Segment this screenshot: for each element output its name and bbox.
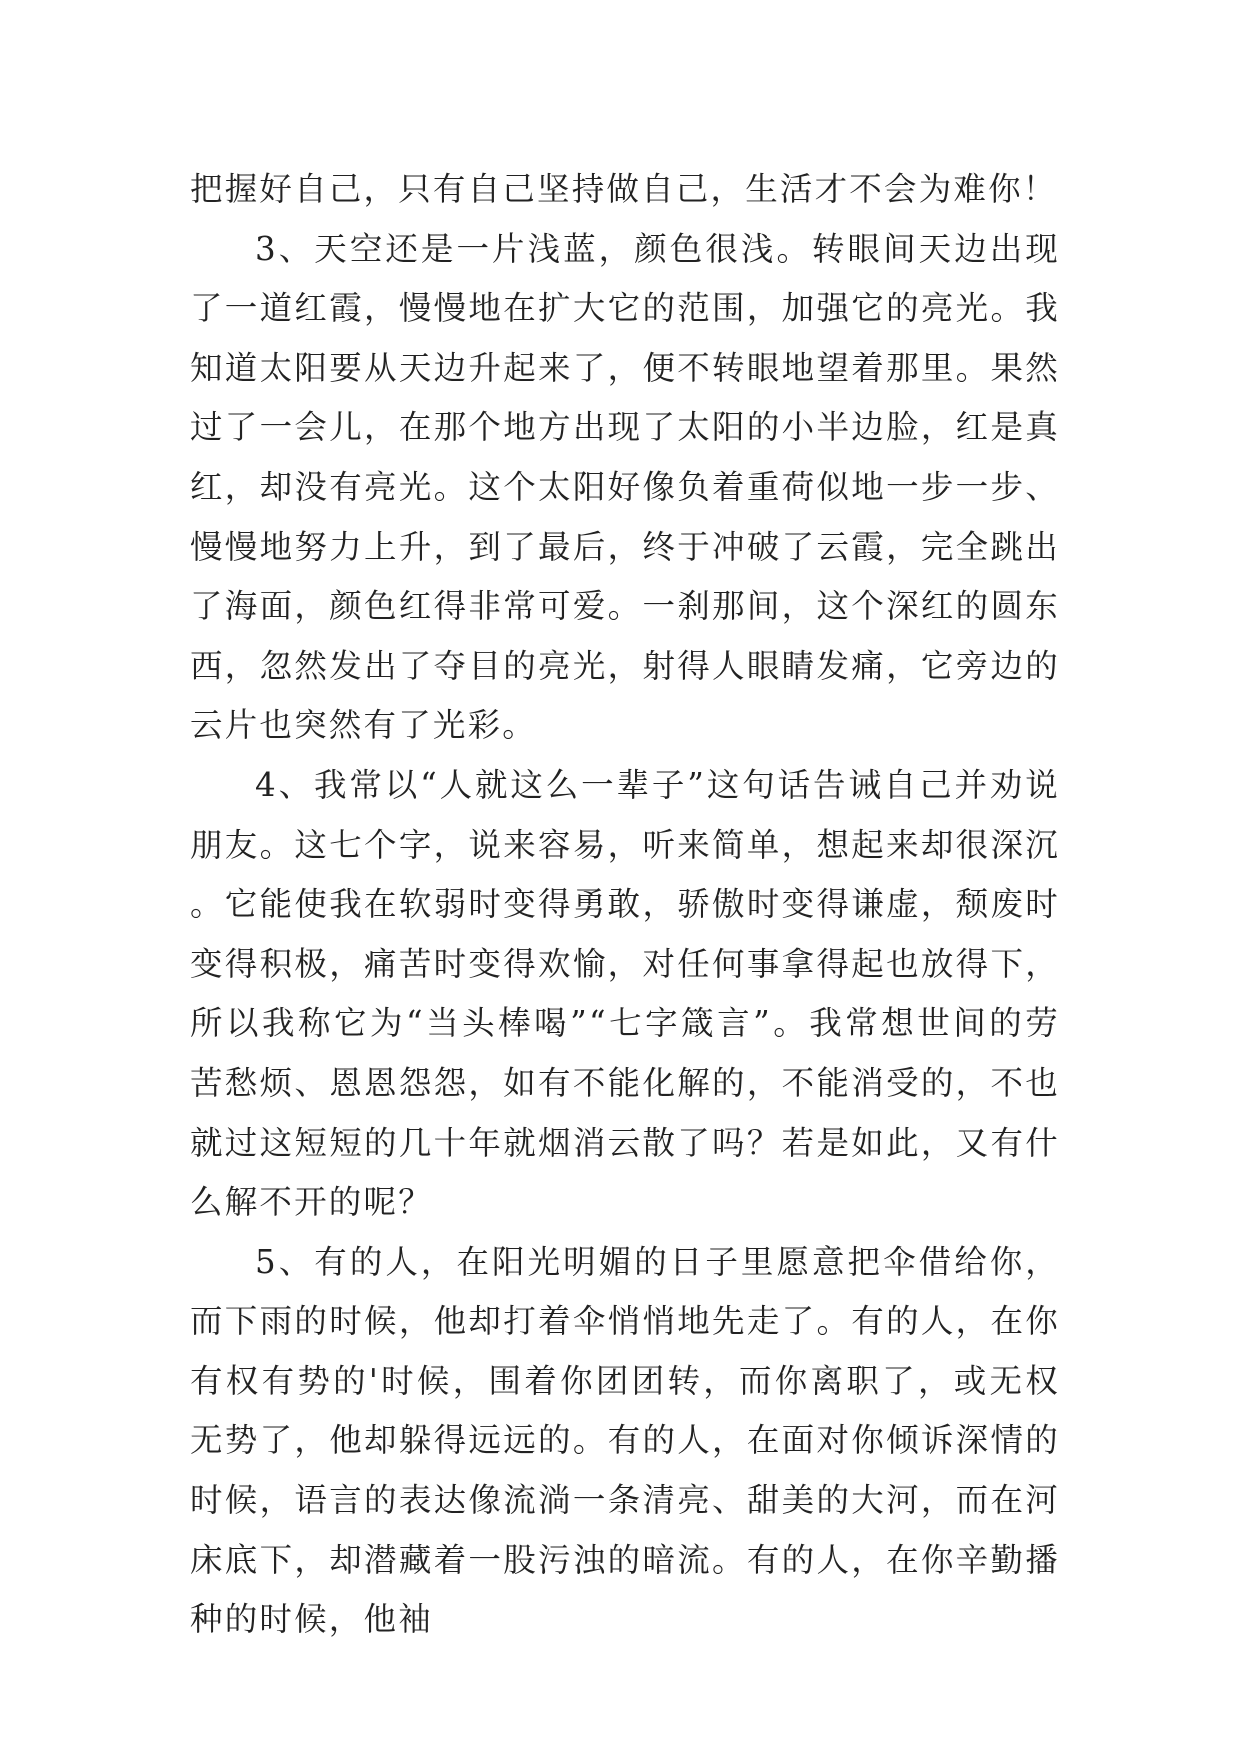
paragraph-4-one-lifetime: 4、我常以“人就这么一辈子”这句话告诫自己并劝说朋友。这七个字，说来容易，听来简单，想起来却很深沉。它能使我在软弱时变得勇敢，骄傲时变得谦虚，颓废时变得积极，痛苦时变得欢愉，对任何事拿得起也放得下，所以我称它为“当头棒喝”“七字箴言”。我常想世间的劳苦愁烦、恩恩怨怨，如有不能化解的，不能消受的，不也就过这短短的几十年就烟消云散了吗？若是如此，又有什么解不开的呢？ bbox=[190, 765, 1060, 1222]
paragraph-3-sunrise: 3、天空还是一片浅蓝，颜色很浅。转眼间天边出现了一道红霞，慢慢地在扩大它的范围，加强它的亮光。我知道太阳要从天边升起来了，便不转眼地望着那里。果然过了一会儿，在那个地方出现了太阳的小半边脸，红是真红，却没有亮光。这个太阳好像负着重荷似地一步一步、慢慢地努力上升，到了最后，终于冲破了云霞，完全跳出了海面，颜色红得非常可爱。一刹那间，这个深红的圆东西，忽然发出了夺目的亮光，射得人眼睛发痛，它旁边的云片也突然有了光彩。 bbox=[190, 229, 1060, 745]
paragraph-continuation: 把握好自己，只有自己坚持做自己，生活才不会为难你！ bbox=[190, 170, 1058, 208]
paragraph-5-some-people: 5、有的人，在阳光明媚的日子里愿意把伞借给你，而下雨的时候，他却打着伞悄悄地先走了。有的人，在你有权有势的'时候，围着你团团转，而你离职了，或无权无势了，他却躲得远远的。有的人，在面对你倾诉深情的时候，语言的表达像流淌一条清亮、甜美的大河，而在河床底下，却潜藏着一股污浊的暗流。有的人，在你辛勤播种的时候，他袖 bbox=[190, 1242, 1060, 1639]
document-body bbox=[190, 160, 1060, 1650]
